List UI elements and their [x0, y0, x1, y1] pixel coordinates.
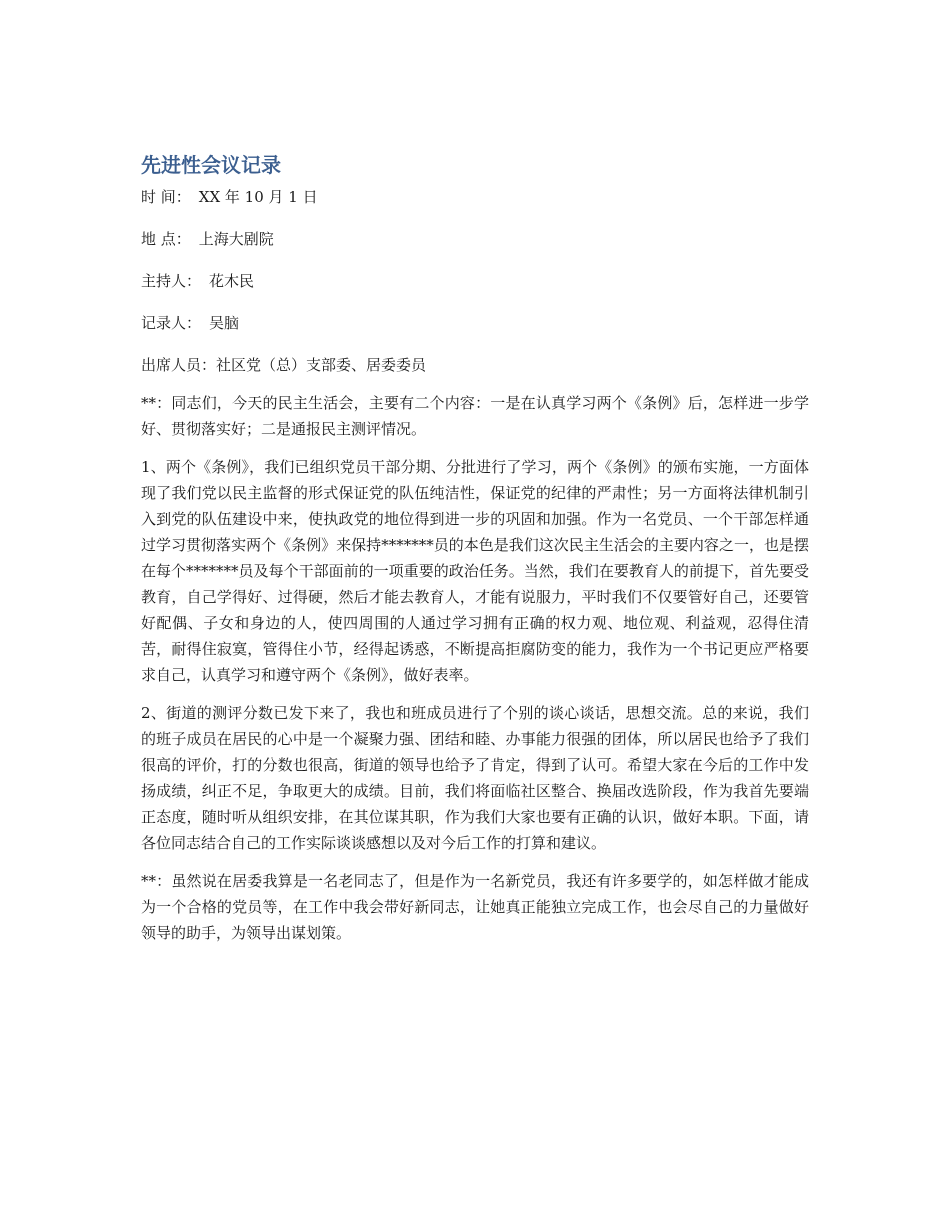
meta-location — [141, 228, 809, 250]
meta-location-value: 上海大剧院 — [198, 230, 274, 248]
paragraph-point-2: 2、街道的测评分数已发下来了，我也和班成员进行了个别的谈心谈话，思想交流。总的来说，我们的班子成员在居民的心中是一个凝聚力强、团结和睦、办事能力很强的团体，所以居民也给予了我们很高的评价，打的分数也很高，街道的领导也给予了肯定，得到了认可。希望大家在今后的工作中发扬成绩，纠正不足，争取更大的成绩。目前，我们将面临社区整合、换届改选阶段，作为我首先要端正态度，随时听从组织安排，在其位谋其职，作为我们大家也要有正确的认识，做好本职。下面，请各位同志结合自己的工作实际谈谈感想以及对今后工作的打算和建议。 — [141, 704, 809, 852]
meta-attendees — [141, 354, 809, 376]
meta-time-label: 时 间： — [141, 188, 191, 206]
meta-location-label: 地 点： — [141, 230, 191, 248]
paragraph-response: **：虽然说在居委我算是一名老同志了，但是作为一名新党员，我还有许多要学的，如怎样做才能成为一个合格的党员等，在工作中我会带好新同志，让她真正能独立完成工作，也会尽自己的力量做好领导的助手，为领导出谋划策。 — [141, 872, 809, 942]
meta-attendees-label: 出席人员： — [141, 356, 217, 374]
meta-recorder — [141, 312, 809, 334]
meta-time-value: XX 年 10 月 1 日 — [198, 188, 318, 206]
meta-recorder-label: 记录人： — [141, 314, 202, 332]
document-title: 先进性会议记录 — [141, 153, 281, 177]
meta-time — [141, 186, 809, 208]
paragraph-point-1: 1、两个《条例》，我们已组织党员干部分期、分批进行了学习，两个《条例》的颁布实施，一方面体现了我们党以民主监督的形式保证党的队伍纯洁性，保证党的纪律的严肃性；另一方面将法律机制引入到党的队伍建设中来，使执政党的地位得到进一步的巩固和加强。作为一名党员、一个干部怎样通过学习贯彻落实两个《条例》来保持*******员的本色是我们这次民主生活会的主要内容之一，也是摆在每个*******员及每个干部面前的一项重要的政治任务。当然，我们在要教育人的前提下，首先要受教育，自己学得好、过得硬，然后才能去教育人，才能有说服力，平时我们不仅要管好自己，还要管好配偶、子女和身边的人，使四周围的人通过学习拥有正确的权力观、地位观、利益观，忍得住清苦，耐得住寂寞，管得住小节，经得起诱惑，不断提高拒腐防变的能力，我作为一个书记更应严格要求自己，认真学习和遵守两个《条例》，做好表率。 — [141, 458, 809, 684]
meta-recorder-value: 吴脑 — [209, 314, 240, 332]
document-page — [141, 150, 809, 958]
meta-attendees-value: 社区党（总）支部委、居委委员 — [216, 356, 427, 374]
paragraph-opening: **：同志们，今天的民主生活会，主要有二个内容：一是在认真学习两个《条例》后，怎样进一步学好、贯彻落实好；二是通报民主测评情况。 — [141, 394, 809, 438]
meta-host-label: 主持人： — [141, 272, 202, 290]
meta-host — [141, 270, 809, 292]
meta-host-value: 花木民 — [209, 272, 255, 290]
